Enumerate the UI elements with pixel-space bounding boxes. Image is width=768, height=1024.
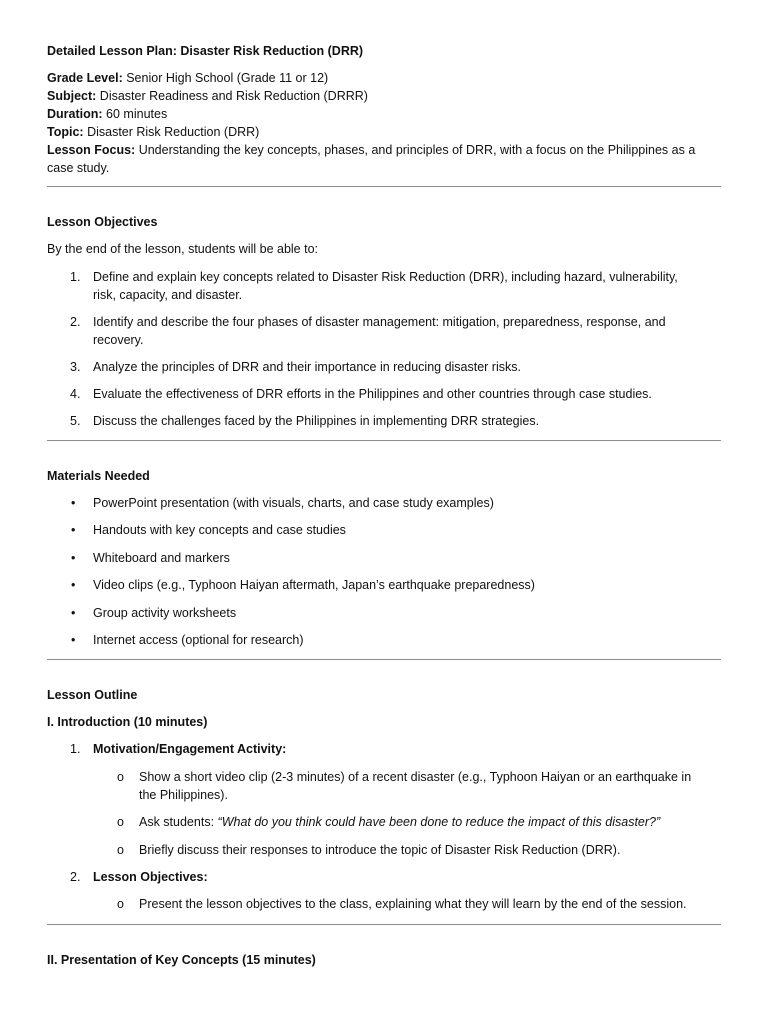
meta-topic-label: Topic: <box>47 125 84 139</box>
meta-lesson-focus <box>47 141 752 177</box>
subitem-text: Present the lesson objectives to the class, explaining what they will learn by the end of the session. <box>139 897 687 912</box>
outline-subitem <box>93 841 752 859</box>
outline-section-title: II. Presentation of Key Concepts (15 minutes) <box>47 953 316 968</box>
circle-bullet-icon: o <box>117 815 124 830</box>
meta-duration-label: Duration: <box>47 107 103 121</box>
material-item <box>47 631 752 649</box>
section-divider <box>47 924 721 925</box>
outline-step-title: Motivation/Engagement Activity: <box>93 742 287 757</box>
meta-duration-value: 60 minutes <box>106 107 168 121</box>
list-number: 1. <box>70 270 81 284</box>
outline-subitem <box>93 768 752 804</box>
bullet-icon: • <box>71 496 76 510</box>
section-divider <box>47 659 721 660</box>
meta-grade-level-value: Senior High School (Grade 11 or 12) <box>126 71 329 85</box>
material-item <box>47 576 752 594</box>
circle-bullet-icon: o <box>117 769 124 784</box>
material-text: Internet access (optional for research) <box>93 632 304 647</box>
outline-subitem <box>93 813 752 831</box>
meta-lesson-focus-value: Understanding the key concepts, phases, and principles of DRR, with a focus on the Philippines as a case study. <box>47 143 696 175</box>
material-text: Whiteboard and markers <box>93 550 230 565</box>
bullet-icon: • <box>71 632 76 647</box>
section-divider <box>47 440 721 441</box>
meta-subject-value: Disaster Readiness and Risk Reduction (DRRR) <box>99 89 368 103</box>
material-item <box>47 549 752 567</box>
material-text: Handouts with key concepts and case studies <box>93 523 346 538</box>
objective-item <box>47 412 752 430</box>
bullet-icon: • <box>71 578 76 593</box>
material-item <box>47 604 752 622</box>
subitem-text: Show a short video clip (2-3 minutes) of a recent disaster (e.g., Typhoon Haiyan or an earthquake in the Philippines). <box>139 769 692 802</box>
bullet-icon: • <box>71 605 76 620</box>
materials-list <box>47 494 752 649</box>
list-number: 2. <box>70 315 81 329</box>
meta-lesson-focus-label: Lesson Focus: <box>47 143 136 157</box>
outline-section-title: I. Introduction (10 minutes) <box>47 714 208 729</box>
objective-item <box>47 268 752 304</box>
section-divider <box>47 186 721 187</box>
material-text: PowerPoint presentation (with visuals, charts, and case study examples) <box>93 496 494 510</box>
list-number: 1. <box>70 742 81 757</box>
list-number: 5. <box>70 414 81 428</box>
meta-subject <box>47 87 752 105</box>
meta-topic <box>47 123 752 141</box>
objective-text: Evaluate the effectiveness of DRR efforts in the Philippines and other countries through case studies. <box>93 387 652 401</box>
meta-subject-label: Subject: <box>47 89 97 103</box>
list-number: 2. <box>70 869 81 884</box>
materials-heading: Materials Needed <box>47 469 150 483</box>
objective-text: Identify and describe the four phases of disaster management: mitigation, preparedness, response, and recovery. <box>93 315 666 347</box>
objective-text: Define and explain key concepts related to Disaster Risk Reduction (DRR), including hazard, vulnerability, risk, capacity, and disaster. <box>93 270 678 302</box>
objectives-list <box>47 268 752 430</box>
bullet-icon: • <box>71 523 76 538</box>
objective-text: Discuss the challenges faced by the Philippines in implementing DRR strategies. <box>93 414 540 428</box>
objective-item <box>47 358 752 376</box>
circle-bullet-icon: o <box>117 897 124 912</box>
objective-item <box>47 385 752 403</box>
material-text: Group activity worksheets <box>93 605 237 620</box>
outline-step <box>47 868 752 913</box>
meta-grade-level <box>47 69 752 87</box>
lesson-details <box>47 69 752 177</box>
outline-heading: Lesson Outline <box>47 687 138 702</box>
material-text: Video clips (e.g., Typhoon Haiyan aftermath, Japan’s earthquake preparedness) <box>93 578 535 593</box>
material-item <box>47 494 752 512</box>
material-item <box>47 521 752 539</box>
meta-topic-value: Disaster Risk Reduction (DRR) <box>87 125 260 139</box>
circle-bullet-icon: o <box>117 842 124 857</box>
objectives-heading: Lesson Objectives <box>47 215 158 229</box>
meta-grade-level-label: Grade Level: <box>47 71 123 85</box>
subitem-text: Briefly discuss their responses to introduce the topic of Disaster Risk Reduction (DRR). <box>139 842 621 857</box>
objectives-intro: By the end of the lesson, students will be able to: <box>47 242 319 256</box>
subitem-quote: “What do you think could have been done to reduce the impact of this disaster?” <box>217 815 661 830</box>
meta-duration <box>47 105 752 123</box>
outline-step-title: Lesson Objectives: <box>93 869 208 884</box>
outline-subitem <box>93 895 752 913</box>
outline-step <box>47 740 752 858</box>
document-title: Detailed Lesson Plan: Disaster Risk Reduction (DRR) <box>47 44 364 58</box>
list-number: 3. <box>70 360 81 374</box>
subitem-text: Ask students: <box>139 815 215 830</box>
outline-section-introduction <box>47 713 752 913</box>
bullet-icon: • <box>71 550 76 565</box>
objective-text: Analyze the principles of DRR and their importance in reducing disaster risks. <box>93 360 521 374</box>
list-number: 4. <box>70 387 81 401</box>
objective-item <box>47 313 752 349</box>
